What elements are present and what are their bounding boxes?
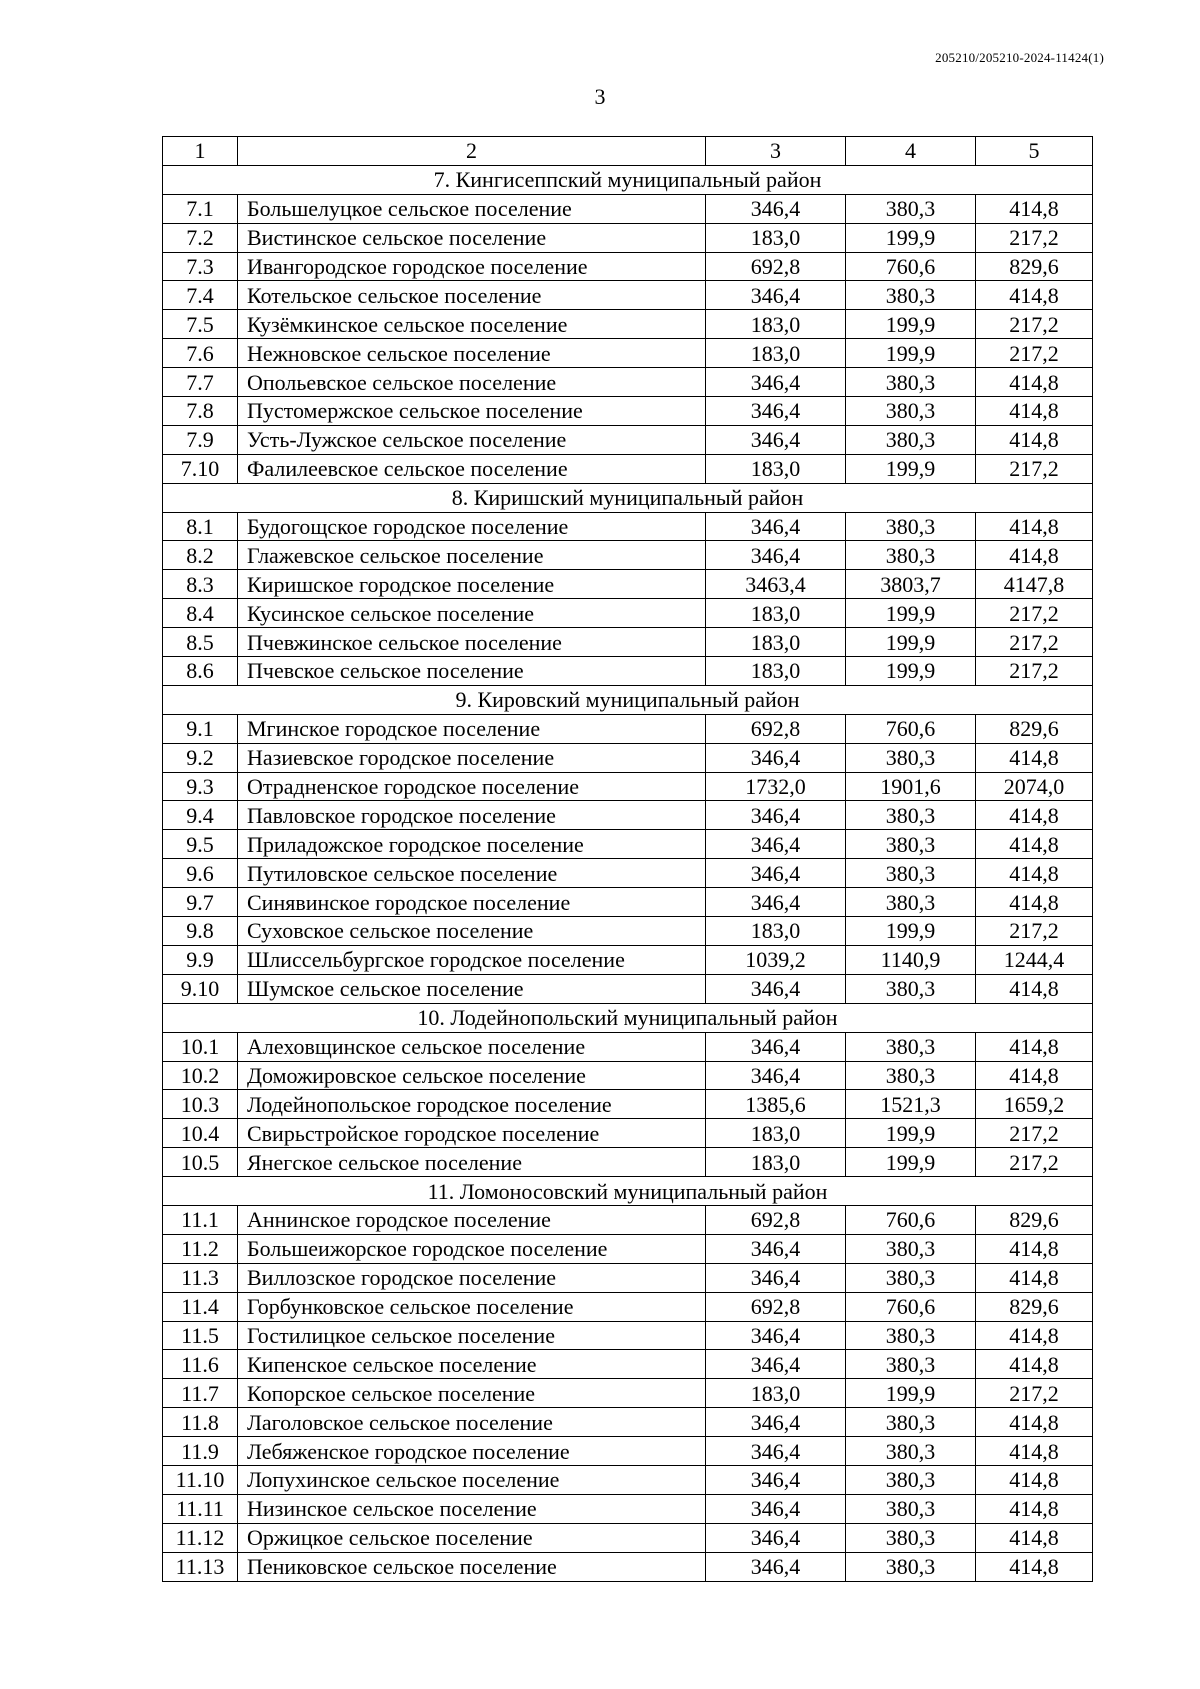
row-number: 9.4 [163,801,238,830]
row-number: 11.4 [163,1292,238,1321]
table-row [163,714,1093,743]
row-number: 11.3 [163,1263,238,1292]
value-col-4: 380,3 [846,1234,976,1263]
value-col-5: 414,8 [976,1234,1093,1263]
value-col-4: 760,6 [846,1292,976,1321]
value-col-5: 1244,4 [976,945,1093,974]
value-col-3: 346,4 [706,1494,846,1523]
value-col-4: 199,9 [846,339,976,368]
row-number: 10.5 [163,1148,238,1177]
value-col-5: 414,8 [976,541,1093,570]
row-number: 10.1 [163,1032,238,1061]
table-row [163,1379,1093,1408]
value-col-3: 183,0 [706,599,846,628]
settlements-table [162,136,1093,1582]
row-number: 10.3 [163,1090,238,1119]
value-col-4: 380,3 [846,1552,976,1581]
value-col-5: 217,2 [976,657,1093,686]
value-col-5: 414,8 [976,1032,1093,1061]
value-col-3: 1039,2 [706,945,846,974]
value-col-5: 414,8 [976,1552,1093,1581]
value-col-5: 217,2 [976,1148,1093,1177]
row-number: 9.1 [163,714,238,743]
value-col-4: 199,9 [846,223,976,252]
value-col-3: 3463,4 [706,570,846,599]
settlement-name: Копорское сельское поселение [238,1379,706,1408]
settlement-name: Кусинское сельское поселение [238,599,706,628]
row-number: 8.2 [163,541,238,570]
table-row [163,1061,1093,1090]
value-col-4: 380,3 [846,1263,976,1292]
value-col-3: 183,0 [706,454,846,483]
value-col-5: 414,8 [976,397,1093,426]
table-row [163,512,1093,541]
page-number: 3 [594,84,606,109]
value-col-3: 346,4 [706,1552,846,1581]
row-number: 9.7 [163,888,238,917]
value-col-5: 414,8 [976,1408,1093,1437]
table-row [163,657,1093,686]
table-row [163,917,1093,946]
row-number: 11.13 [163,1552,238,1581]
table-row [163,628,1093,657]
value-col-5: 217,2 [976,339,1093,368]
value-col-4: 3803,7 [846,570,976,599]
value-col-4: 380,3 [846,1032,976,1061]
table-row [163,772,1093,801]
row-number: 11.6 [163,1350,238,1379]
settlement-name: Пениковское сельское поселение [238,1552,706,1581]
settlement-name: Павловское городское поселение [238,801,706,830]
value-col-3: 692,8 [706,1292,846,1321]
settlement-name: Лаголовское сельское поселение [238,1408,706,1437]
value-col-3: 346,4 [706,743,846,772]
settlement-name: Мгинское городское поселение [238,714,706,743]
table-row [163,1437,1093,1466]
value-col-3: 346,4 [706,1234,846,1263]
row-number: 9.3 [163,772,238,801]
settlement-name: Пчевжинское сельское поселение [238,628,706,657]
value-col-3: 346,4 [706,1523,846,1552]
settlement-name: Большеижорское городское поселение [238,1234,706,1263]
settlement-name: Назиевское городское поселение [238,743,706,772]
value-col-5: 414,8 [976,281,1093,310]
value-col-3: 346,4 [706,1350,846,1379]
settlement-name: Лебяженское городское поселение [238,1437,706,1466]
value-col-5: 414,8 [976,801,1093,830]
settlement-name: Кипенское сельское поселение [238,1350,706,1379]
value-col-3: 346,4 [706,512,846,541]
value-col-4: 199,9 [846,1119,976,1148]
value-col-3: 346,4 [706,1263,846,1292]
row-number: 7.4 [163,281,238,310]
value-col-3: 1732,0 [706,772,846,801]
value-col-4: 760,6 [846,1205,976,1234]
value-col-5: 4147,8 [976,570,1093,599]
value-col-5: 414,8 [976,859,1093,888]
value-col-4: 1140,9 [846,945,976,974]
value-col-4: 199,9 [846,310,976,339]
header-col-3: 3 [706,137,846,166]
table-row [163,1292,1093,1321]
table-body [163,137,1093,1582]
value-col-3: 183,0 [706,657,846,686]
table-row [163,397,1093,426]
value-col-5: 414,8 [976,888,1093,917]
table-row [163,281,1093,310]
value-col-3: 183,0 [706,1379,846,1408]
settlement-name: Вистинское сельское поселение [238,223,706,252]
value-col-3: 692,8 [706,1205,846,1234]
row-number: 9.8 [163,917,238,946]
row-number: 9.2 [163,743,238,772]
row-number: 11.12 [163,1523,238,1552]
value-col-3: 692,8 [706,714,846,743]
row-number: 11.2 [163,1234,238,1263]
value-col-3: 183,0 [706,339,846,368]
table-row [163,743,1093,772]
row-number: 8.4 [163,599,238,628]
value-col-3: 346,4 [706,1321,846,1350]
section-title: 8. Киришский муниципальный район [163,483,1093,512]
row-number: 7.3 [163,252,238,281]
value-col-5: 829,6 [976,1292,1093,1321]
value-col-3: 183,0 [706,628,846,657]
value-col-5: 217,2 [976,1119,1093,1148]
settlement-name: Фалилеевское сельское поселение [238,454,706,483]
row-number: 11.10 [163,1465,238,1494]
settlement-name: Свирьстройское городское поселение [238,1119,706,1148]
value-col-4: 760,6 [846,714,976,743]
settlement-name: Отрадненское городское поселение [238,772,706,801]
settlement-name: Шлиссельбургское городское поселение [238,945,706,974]
table-row [163,252,1093,281]
value-col-5: 414,8 [976,1350,1093,1379]
row-number: 11.8 [163,1408,238,1437]
table-row [163,1032,1093,1061]
row-number: 7.6 [163,339,238,368]
table-row [163,1234,1093,1263]
value-col-3: 183,0 [706,223,846,252]
value-col-4: 380,3 [846,397,976,426]
value-col-4: 199,9 [846,1148,976,1177]
value-col-3: 346,4 [706,425,846,454]
value-col-5: 217,2 [976,599,1093,628]
settlement-name: Доможировское сельское поселение [238,1061,706,1090]
value-col-4: 380,3 [846,1321,976,1350]
settlement-name: Низинское сельское поселение [238,1494,706,1523]
table-row [163,310,1093,339]
value-col-5: 217,2 [976,310,1093,339]
table-row [163,945,1093,974]
value-col-5: 217,2 [976,628,1093,657]
row-number: 11.7 [163,1379,238,1408]
value-col-5: 414,8 [976,425,1093,454]
settlement-name: Аннинское городское поселение [238,1205,706,1234]
value-col-3: 346,4 [706,1465,846,1494]
header-col-1: 1 [163,137,238,166]
settlement-name: Суховское сельское поселение [238,917,706,946]
value-col-4: 1901,6 [846,772,976,801]
row-number: 7.5 [163,310,238,339]
value-col-3: 346,4 [706,830,846,859]
value-col-4: 380,3 [846,859,976,888]
row-number: 11.5 [163,1321,238,1350]
section-title: 9. Кировский муниципальный район [163,685,1093,714]
value-col-3: 346,4 [706,368,846,397]
table-row [163,454,1093,483]
table-row [163,1321,1093,1350]
value-col-4: 380,3 [846,425,976,454]
value-col-3: 346,4 [706,859,846,888]
header-col-4: 4 [846,137,976,166]
settlement-name: Ивангородское городское поселение [238,252,706,281]
value-col-5: 414,8 [976,1263,1093,1292]
section-row [163,483,1093,512]
table-row [163,194,1093,223]
value-col-4: 380,3 [846,541,976,570]
table-row [163,1119,1093,1148]
table-row [163,1408,1093,1437]
table-row [163,888,1093,917]
table-row [163,830,1093,859]
row-number: 9.6 [163,859,238,888]
table-header-row [163,137,1093,166]
row-number: 7.2 [163,223,238,252]
table-row [163,1465,1093,1494]
value-col-5: 414,8 [976,974,1093,1003]
value-col-4: 380,3 [846,194,976,223]
section-title: 10. Лодейнопольский муниципальный район [163,1003,1093,1032]
settlement-name: Гостилицкое сельское поселение [238,1321,706,1350]
value-col-4: 380,3 [846,743,976,772]
table-row [163,1552,1093,1581]
settlement-name: Будогощское городское поселение [238,512,706,541]
settlement-name: Глажевское сельское поселение [238,541,706,570]
value-col-4: 380,3 [846,281,976,310]
settlement-name: Оржицкое сельское поселение [238,1523,706,1552]
table-row [163,223,1093,252]
settlement-name: Пустомержское сельское поселение [238,397,706,426]
value-col-3: 346,4 [706,974,846,1003]
value-col-4: 199,9 [846,454,976,483]
section-row [163,165,1093,194]
value-col-5: 414,8 [976,830,1093,859]
value-col-4: 199,9 [846,657,976,686]
row-number: 7.7 [163,368,238,397]
settlement-name: Лопухинское сельское поселение [238,1465,706,1494]
value-col-4: 380,3 [846,1465,976,1494]
value-col-3: 1385,6 [706,1090,846,1119]
settlement-name: Опольевское сельское поселение [238,368,706,397]
table-row [163,368,1093,397]
row-number: 10.4 [163,1119,238,1148]
settlement-name: Усть-Лужское сельское поселение [238,425,706,454]
value-col-3: 183,0 [706,1119,846,1148]
section-title: 7. Кингисеппский муниципальный район [163,165,1093,194]
value-col-3: 346,4 [706,281,846,310]
value-col-5: 217,2 [976,223,1093,252]
table-row [163,859,1093,888]
value-col-4: 199,9 [846,917,976,946]
table-row [163,1148,1093,1177]
value-col-4: 380,3 [846,1494,976,1523]
settlement-name: Шумское сельское поселение [238,974,706,1003]
value-col-4: 199,9 [846,628,976,657]
value-col-5: 217,2 [976,917,1093,946]
value-col-3: 346,4 [706,801,846,830]
row-number: 8.1 [163,512,238,541]
table-row [163,599,1093,628]
row-number: 9.5 [163,830,238,859]
value-col-5: 414,8 [976,1523,1093,1552]
value-col-5: 414,8 [976,368,1093,397]
row-number: 9.9 [163,945,238,974]
row-number: 9.10 [163,974,238,1003]
value-col-5: 217,2 [976,454,1093,483]
value-col-5: 414,8 [976,743,1093,772]
value-col-3: 346,4 [706,888,846,917]
settlement-name: Кузёмкинское сельское поселение [238,310,706,339]
settlement-name: Синявинское городское поселение [238,888,706,917]
value-col-5: 829,6 [976,252,1093,281]
value-col-3: 183,0 [706,917,846,946]
value-col-5: 414,8 [976,1437,1093,1466]
value-col-4: 760,6 [846,252,976,281]
value-col-4: 380,3 [846,512,976,541]
settlement-name: Нежновское сельское поселение [238,339,706,368]
row-number: 8.6 [163,657,238,686]
row-number: 7.9 [163,425,238,454]
value-col-4: 199,9 [846,1379,976,1408]
settlement-name: Котельское сельское поселение [238,281,706,310]
value-col-4: 380,3 [846,830,976,859]
value-col-4: 380,3 [846,974,976,1003]
value-col-4: 380,3 [846,1350,976,1379]
value-col-5: 2074,0 [976,772,1093,801]
value-col-3: 692,8 [706,252,846,281]
row-number: 11.1 [163,1205,238,1234]
value-col-4: 380,3 [846,1408,976,1437]
value-col-3: 346,4 [706,194,846,223]
table-row [163,974,1093,1003]
value-col-4: 380,3 [846,801,976,830]
settlement-name: Янегское сельское поселение [238,1148,706,1177]
value-col-5: 414,8 [976,1465,1093,1494]
section-title: 11. Ломоносовский муниципальный район [163,1177,1093,1206]
settlement-name: Киришское городское поселение [238,570,706,599]
row-number: 8.5 [163,628,238,657]
value-col-3: 346,4 [706,1408,846,1437]
table-row [163,570,1093,599]
row-number: 8.3 [163,570,238,599]
section-row [163,685,1093,714]
table-row [163,1090,1093,1119]
value-col-5: 1659,2 [976,1090,1093,1119]
value-col-3: 346,4 [706,1061,846,1090]
value-col-4: 380,3 [846,1061,976,1090]
value-col-3: 346,4 [706,541,846,570]
value-col-4: 380,3 [846,1437,976,1466]
value-col-4: 380,3 [846,368,976,397]
settlement-name: Алеховщинское сельское поселение [238,1032,706,1061]
row-number: 10.2 [163,1061,238,1090]
table-row [163,339,1093,368]
value-col-3: 183,0 [706,1148,846,1177]
value-col-3: 346,4 [706,1032,846,1061]
header-col-2: 2 [238,137,706,166]
settlement-name: Большелуцкое сельское поселение [238,194,706,223]
row-number: 7.8 [163,397,238,426]
value-col-5: 414,8 [976,1321,1093,1350]
value-col-3: 183,0 [706,310,846,339]
row-number: 7.1 [163,194,238,223]
settlement-name: Приладожское городское поселение [238,830,706,859]
value-col-5: 829,6 [976,714,1093,743]
table-row [163,541,1093,570]
header-col-5: 5 [976,137,1093,166]
table-row [163,1263,1093,1292]
value-col-4: 380,3 [846,1523,976,1552]
row-number: 11.11 [163,1494,238,1523]
table-row [163,425,1093,454]
value-col-4: 199,9 [846,599,976,628]
settlement-name: Лодейнопольское городское поселение [238,1090,706,1119]
value-col-3: 346,4 [706,1437,846,1466]
settlement-name: Виллозское городское поселение [238,1263,706,1292]
value-col-5: 414,8 [976,1061,1093,1090]
settlement-name: Горбунковское сельское поселение [238,1292,706,1321]
value-col-5: 217,2 [976,1379,1093,1408]
value-col-4: 380,3 [846,888,976,917]
value-col-5: 414,8 [976,194,1093,223]
row-number: 7.10 [163,454,238,483]
table-row [163,1350,1093,1379]
table-row [163,1523,1093,1552]
table-row [163,1205,1093,1234]
settlement-name: Пчевское сельское поселение [238,657,706,686]
value-col-4: 1521,3 [846,1090,976,1119]
table-row [163,1494,1093,1523]
value-col-3: 346,4 [706,397,846,426]
value-col-5: 829,6 [976,1205,1093,1234]
table-row [163,801,1093,830]
row-number: 11.9 [163,1437,238,1466]
settlement-name: Путиловское сельское поселение [238,859,706,888]
section-row [163,1177,1093,1206]
section-row [163,1003,1093,1032]
value-col-5: 414,8 [976,1494,1093,1523]
value-col-5: 414,8 [976,512,1093,541]
document-id: 205210/205210-2024-11424(1) [935,50,1104,65]
